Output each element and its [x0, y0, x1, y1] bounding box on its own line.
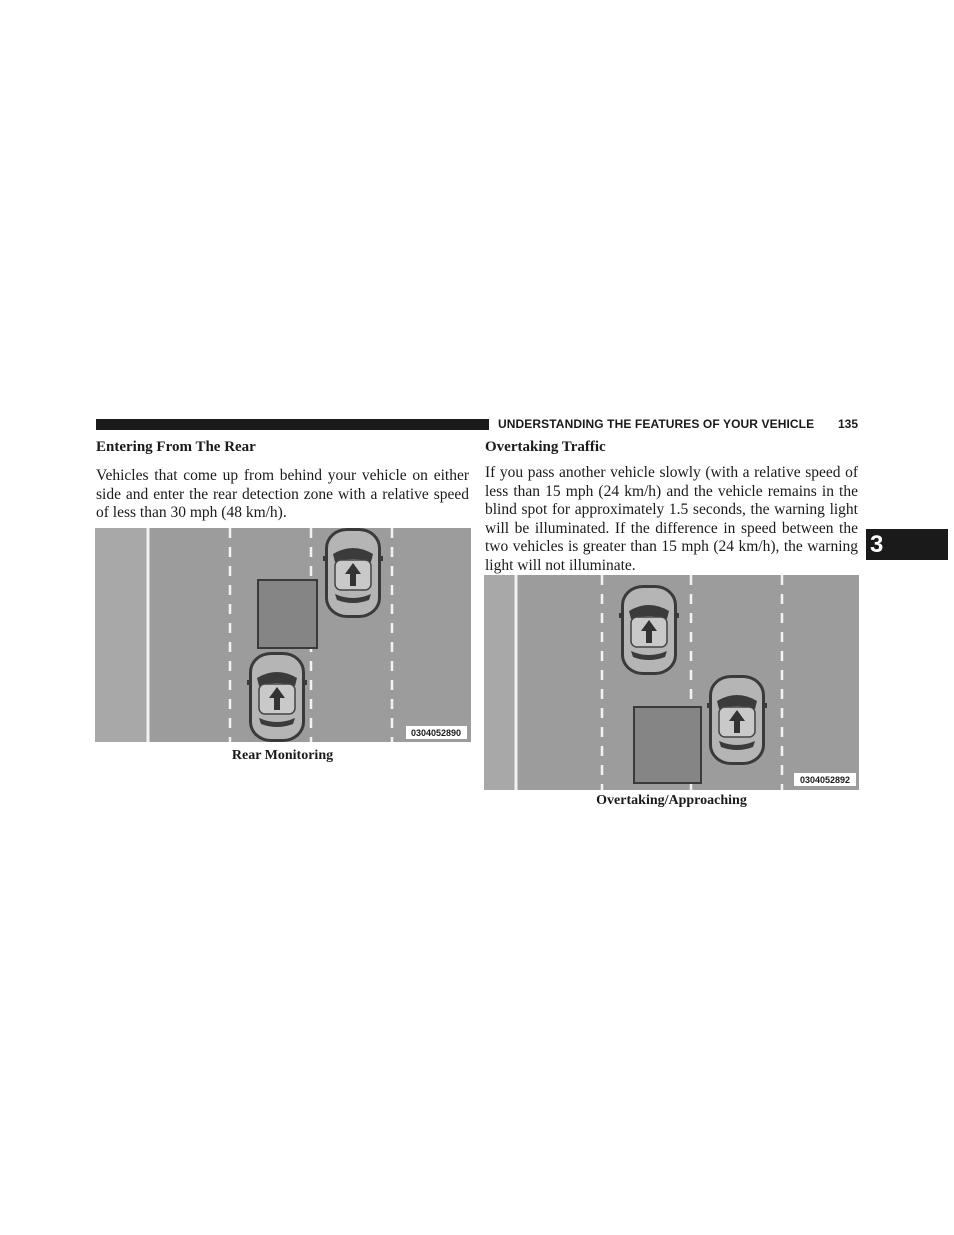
road-shoulder — [484, 575, 515, 790]
paragraph-entering-from-rear: Vehicles that come up from behind your vehicle on either side and enter the rear detection zone with a relative speed of less than 30 mph (48 km/h). — [96, 467, 469, 522]
figure-caption-rear-monitoring: Rear Monitoring — [231, 748, 334, 763]
page-number: 135 — [838, 417, 859, 431]
host-car-icon — [707, 675, 767, 765]
road-shoulder — [95, 528, 147, 742]
lead-car-icon — [323, 528, 383, 618]
figure-code-label: 0304052890 — [410, 728, 462, 738]
overtaken-car-icon — [619, 585, 679, 675]
paragraph-overtaking-traffic: If you pass another vehicle slowly (with a relative speed of less than 15 mph (24 km/h) and the vehicle remains in the blind spot for approximately 1.5 seconds, the warning light will be illuminated. If the difference in speed between the two vehicles is greater than 15 mph (24 km/h), the warning light will not illuminate. — [485, 464, 858, 574]
running-header: UNDERSTANDING THE FEATURES OF YOUR VEHICLE — [498, 417, 815, 431]
overtaking-approaching-figure — [484, 575, 859, 790]
header-rule — [96, 419, 489, 430]
rear-detection-zone — [258, 580, 317, 648]
rear-monitoring-figure — [95, 528, 471, 742]
approaching-car-icon — [247, 652, 307, 742]
section-heading-overtaking-traffic: Overtaking Traffic — [485, 439, 606, 455]
figure-code-label: 0304052892 — [799, 775, 851, 785]
blind-spot-zone — [634, 707, 701, 783]
section-heading-entering-from-rear: Entering From The Rear — [96, 439, 256, 455]
chapter-tab: 3 — [866, 529, 948, 560]
figure-caption-overtaking-approaching: Overtaking/Approaching — [596, 793, 747, 808]
